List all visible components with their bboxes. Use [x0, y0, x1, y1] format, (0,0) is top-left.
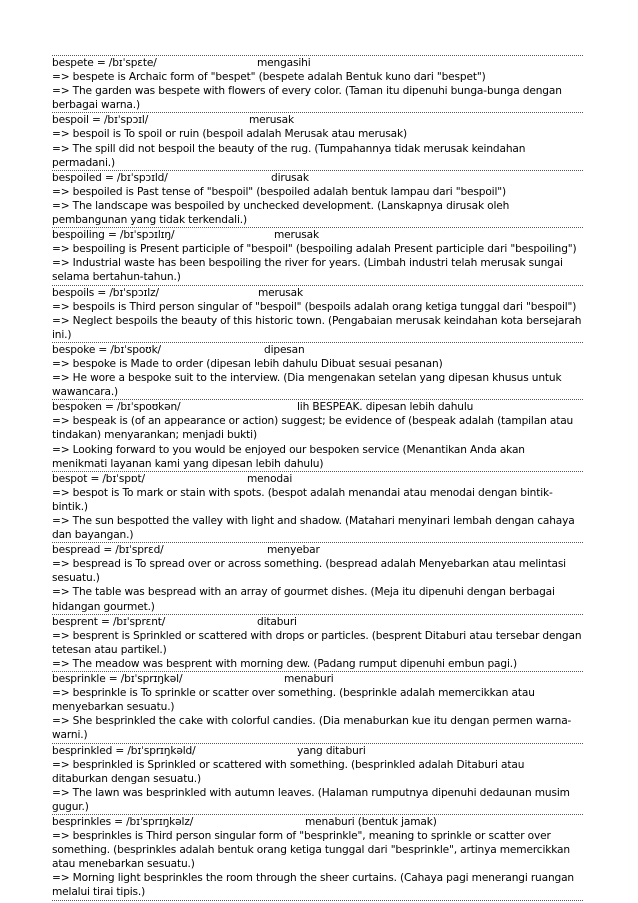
entry-example: => Industrial waste has been bespoiling the river for years. (Limbah industri telah merusak sungai selama bertahun-tahun.) [52, 257, 563, 284]
entry-header [52, 744, 583, 758]
entry-meaning: menyebar [267, 544, 320, 557]
dictionary-entry [52, 743, 583, 814]
entry-headword: bespoils = /bɪˈspɔɪlz/ [52, 286, 159, 299]
entry-headword: bespoke = /bɪˈspoʊk/ [52, 343, 161, 356]
entry-header [52, 343, 583, 357]
entry-meaning: merusak [249, 114, 295, 127]
entry-example: => The lawn was besprinkled with autumn leaves. (Halaman rumputnya dipenuhi dedaunan musim gugur.) [52, 786, 570, 813]
entry-definition: => bespoiling is Present participle of "bespoil" (bespoiling adalah Present participle dari "bespoiling") [52, 243, 577, 256]
entry-definition: => bespot is To mark or stain with spots. (bespot adalah menandai atau menodai dengan bintik-bintik.) [52, 486, 553, 513]
dictionary-entry [52, 614, 583, 671]
entry-example: => The meadow was besprent with morning dew. (Padang rumput dipenuhi embun pagi.) [52, 657, 517, 670]
dictionary-entry [52, 55, 583, 112]
entry-headword: bespoiled = /bɪˈspɔɪld/ [52, 171, 168, 184]
entry-example: => Neglect bespoils the beauty of this historic town. (Pengabaian merusak keindahan kota bersejarah ini.) [52, 314, 582, 341]
entry-header [52, 615, 583, 629]
entry-headword: besprent = /bɪˈsprɛnt/ [52, 615, 166, 628]
entry-definition: => besprent is Sprinkled or scattered with drops or particles. (besprent Ditaburi atau tersebar dengan tetesan atau partikel.) [52, 629, 582, 656]
dictionary-entry [52, 671, 583, 742]
dictionary-entry-list [52, 55, 583, 901]
entry-meaning: yang ditaburi [297, 744, 366, 757]
entry-header [52, 171, 583, 185]
entry-header [52, 286, 583, 300]
entry-meaning: mengasihi [257, 57, 311, 69]
entry-example: => The spill did not bespoil the beauty of the rug. (Tumpahannya tidak merusak keindahan permadani.) [52, 142, 526, 169]
entry-meaning: merusak [258, 286, 304, 299]
entry-definition: => besprinkles is Third person singular form of "besprinkle", meaning to sprinkle or scatter over something. (besprinkles adalah bentuk orang ketiga tunggal dari "besprinkle", artinya memercikkan atau menebarkan sesuatu.) [52, 830, 570, 871]
entry-definition: => bespoke is Made to order (dipesan lebih dahulu Dibuat sesuai pesanan) [52, 357, 443, 370]
entry-header [52, 56, 583, 70]
entry-header [52, 113, 583, 127]
entry-headword: bespot = /bɪˈspɒt/ [52, 472, 145, 485]
entry-example: => The table was bespread with an array of gourmet dishes. (Meja itu dipenuhi dengan berbagai hidangan gourmet.) [52, 586, 555, 613]
entry-example: => The landscape was bespoiled by unchecked development. (Lanskapnya dirusak oleh pembangunan yang tidak terkendali.) [52, 199, 510, 227]
entry-headword: besprinkles = /bɪˈsprɪŋkəlz/ [52, 815, 194, 828]
entry-example: => She besprinkled the cake with colorful candies. (Dia menaburkan kue itu dengan permen warna-warni.) [52, 715, 572, 742]
entry-definition: => bespread is To spread over or across something. (bespread adalah Menyebarkan atau melintasi sesuatu.) [52, 558, 566, 585]
entry-definition: => bespeak is (of an appearance or action) suggest; be evidence of (bespeak adalah (tampilan atau tindakan) menyarankan; menjadi bukti) [52, 415, 574, 442]
entry-definition: => bespoils is Third person singular of "bespoil" (bespoils adalah orang ketiga tunggal dari "bespoil") [52, 300, 577, 313]
entry-headword: bespread = /bɪˈsprɛd/ [52, 544, 164, 557]
entry-definition: => bespoil is To spoil or ruin (bespoil adalah Merusak atau merusak) [52, 128, 407, 141]
entry-header [52, 472, 583, 486]
dictionary-entry [52, 342, 583, 399]
entry-meaning: dipesan [264, 343, 305, 356]
entry-example: => He wore a bespoke suit to the interview. (Dia mengenakan setelan yang dipesan khusus untuk wawancara.) [52, 372, 562, 399]
dictionary-entry [52, 814, 583, 901]
entry-headword: bespoiling = /bɪˈspɔɪlɪŋ/ [52, 229, 175, 242]
entry-header [52, 815, 583, 829]
entry-definition: => bespete is Archaic form of "bespet" (bespete adalah Bentuk kuno dari "bespet") [52, 71, 486, 84]
dictionary-entry [52, 399, 583, 470]
dictionary-entry [52, 170, 583, 227]
entry-example: => Morning light besprinkles the room through the sheer curtains. (Cahaya pagi menerangi ruangan melalui tirai tipis.) [52, 872, 574, 899]
entry-headword: besprinkled = /bɪˈsprɪŋkəld/ [52, 744, 196, 757]
entry-headword: bespoken = /bɪˈspoʊkən/ [52, 401, 181, 414]
entry-headword: besprinkle = /bɪˈsprɪŋkəl/ [52, 673, 183, 686]
entry-definition: => besprinkled is Sprinkled or scattered with something. (besprinkled adalah Ditaburi atau ditaburkan dengan sesuatu.) [52, 758, 525, 785]
entry-meaning: menaburi [284, 673, 334, 686]
dictionary-entry [52, 227, 583, 284]
entry-meaning: lih BESPEAK. dipesan lebih dahulu [297, 401, 474, 414]
entry-meaning: merusak [274, 229, 320, 242]
dictionary-entry [52, 112, 583, 169]
entry-definition: => besprinkle is To sprinkle or scatter over something. (besprinkle adalah memercikkan atau menyebarkan sesuatu.) [52, 687, 535, 714]
entry-header [52, 543, 583, 557]
entry-header [52, 672, 583, 686]
entry-meaning: menodai [247, 472, 293, 485]
entry-header [52, 228, 583, 242]
dictionary-entry [52, 285, 583, 342]
entry-definition: => bespoiled is Past tense of "bespoil" (bespoiled adalah bentuk lampau dari "bespoil") [52, 185, 506, 198]
entry-example: => The sun bespotted the valley with light and shadow. (Matahari menyinari lembah dengan cahaya dan bayangan.) [52, 515, 575, 542]
entry-headword: bespete = /bɪˈspɛte/ [52, 57, 157, 69]
entry-meaning: menaburi (bentuk jamak) [305, 815, 437, 828]
entry-meaning: dirusak [271, 171, 309, 184]
dictionary-entry [52, 471, 583, 542]
entry-header [52, 400, 583, 414]
dictionary-entry [52, 542, 583, 613]
entry-meaning: ditaburi [257, 615, 297, 628]
entry-example: => Looking forward to you would be enjoyed our bespoken service (Menantikan Anda akan menikmati layanan kami yang dipesan lebih dahulu) [52, 443, 525, 470]
entry-headword: bespoil = /bɪˈspɔɪl/ [52, 114, 149, 127]
entry-example: => The garden was bespete with flowers of every color. (Taman itu dipenuhi bunga-bunga dengan berbagai warna.) [52, 85, 562, 112]
